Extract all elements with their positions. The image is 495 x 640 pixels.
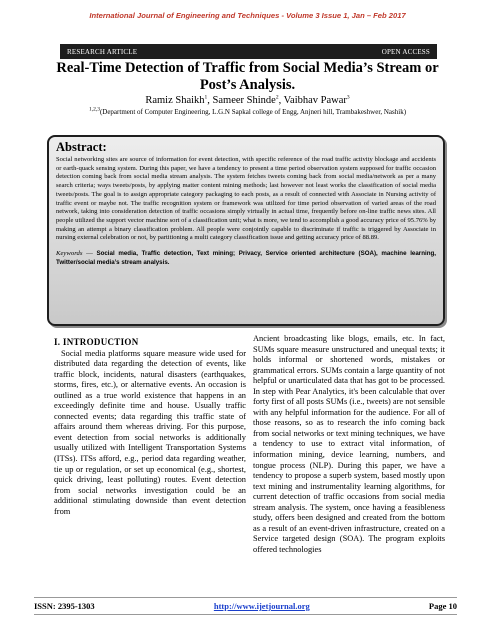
abstract-heading: Abstract:	[56, 140, 107, 154]
left-column	[54, 337, 246, 517]
affiliation-text: (Department of Computer Engineering, L.G.N Sapkal college of Engg, Anjneri hill, Trambakeshwer, Nashik)	[99, 108, 407, 116]
affiliation	[0, 108, 495, 116]
issn: ISSN: 2395-1303	[34, 601, 95, 611]
keywords-text: Social media, Traffic detection, Text mining; Privacy, Service oriented architecture (SOA), machine learning, Twitter/social media’s stream analysis.	[56, 250, 436, 267]
abstract-text: Social networking sites are source of information for event detection, with specific reference of the road traffic activity blockage and accidents or earth-quack sensing system. During this paper, we have a tendency to present a time period observation system supposed for traffic occasion detection coming back from social media stream analysis. The system fetches tweets coming back from social media/network as per a many search criteria; ways tweets/posts, by applying matter content mining methods; last however not least works the classification of social media tweets/posts. The goal is to assign appropriate category packaging to each posts, as a result of connected with Associate in Nursing activity of traffic event or maybe not. The traffic recognition system or framework was utilized for time period observation of varied areas of the road network, taking into consideration detection of traffic occasions simply virtually in actual time, frequently before on-line traffic news sites. All people utilized the support vector machine sort of a classification unit; what is more, we tend to accomplish a good accuracy price of 95.76% by making an attempt a binary classification problem. All people were conjointly capable to discriminate if traffic is triggered by Associate in nursing external celebration or not, by partitioning a multi category classification issue and getting accuracy price of 88.89.	[56, 156, 436, 242]
right-column	[253, 334, 445, 555]
author-sup: 2	[275, 94, 279, 101]
keywords-label: Keywords	[56, 250, 83, 258]
keywords-separator: —	[82, 250, 97, 258]
open-access-label: OPEN ACCESS	[381, 47, 430, 56]
page-footer	[34, 597, 457, 615]
author-name: Ramiz Shaikh	[145, 95, 205, 106]
journal-title: International Journal of Engineering and Techniques - Volume 3 Issue 1, Jan – Feb 2017	[89, 11, 406, 20]
author-sup: 3	[346, 94, 350, 101]
introduction-paragraph-left: Social media platforms square measure wide used for distributed data regarding the detection of events, like traffic block, incidents, natural disasters (earthquakes, storms, fires, etc.), or alternative events. An occasion is outlined as a true world existence that happens in an exceedingly definite time and house. Usually traffic connected events; data regarding this traffic state of affairs around them whereas driving. For this purpose, event detection from social networks is additionally usually utilized with Intelligent Transportation Systems (ITSs). ITSs afford, e.g., period data regarding weather, tie up or regulation, or set up economical (e.g., shortest, quick driving, least polluting) routes. Event detection from social networks investigation could be an additional stimulating downside than event detection from	[54, 348, 246, 516]
page-number: Page 10	[428, 601, 457, 611]
author-name: Vaibhav Pawar	[283, 95, 347, 106]
research-article-label: RESEARCH ARTICLE	[67, 47, 138, 56]
section-heading-introduction: I. INTRODUCTION	[54, 337, 139, 347]
author-name: Sameer Shinde	[212, 95, 276, 106]
affiliation-sup: 1,2,3	[88, 106, 100, 113]
article-type-bar	[60, 44, 437, 59]
paper-title: Real-Time Detection of Traffic from Social Media’s Stream or Post’s Analysis.	[56, 60, 439, 93]
author-list: Ramiz Shaikh$^1$, Sameer Shinde$^2$, Vaibhav Pawar$^3$	[145, 94, 350, 106]
introduction-paragraph-right: Ancient broadcasting like blogs, emails, etc. In fact, SUMs square measure unstructured and unequal texts; it holds informal or shortened words, mistakes or grammatical errors. SUMs contain a large quantity of not helpful or unarticulated data that has got to be processed. In step with Pear Analytics, it's been calculable that over forty first of all posts SUMs (i.e., tweets) are not sensible with any helpful information for the audience. For all of those reasons, so as to research the info coming back from social networks or text mining techniques, we have a tendency to use to extract vital information, of information mining, device learning, numbers, and tongue process (NLP). During this paper, we have a tendency to propose a superb system, based mostly upon text mining and instrumentality learning algorithms, for current detection of traffic occasions from social media stream analysis. The system, once having a feasibleness study, offers been designed and created from the bottom as a result of an event-driven infrastructure, created on a Service targeted design (SOA). The program exploits offered technologies	[253, 334, 445, 554]
author-sup: 1	[204, 94, 208, 101]
journal-website-link[interactable]: http://www.ijetjournal.org	[213, 601, 310, 611]
keywords	[56, 249, 436, 267]
abstract-box	[47, 135, 445, 326]
